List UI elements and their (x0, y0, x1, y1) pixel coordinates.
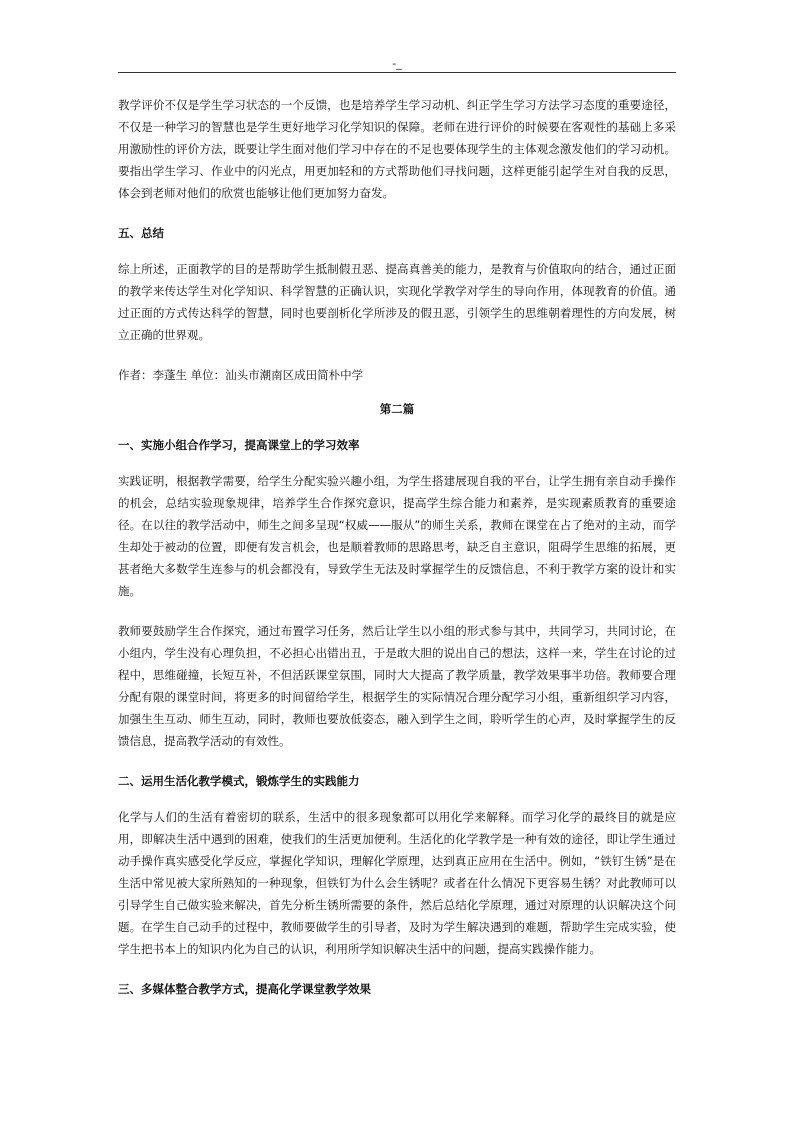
section-three-heading: 三、多媒体整合教学方式，提高化学课堂教学效果 (118, 982, 371, 996)
section-one-paragraph-2: 教师要鼓励学生合作探究，通过布置学习任务，然后让学生以小组的形式参与其中，共同学习，共同讨论，在小组内，学生没有心理负担，不必担心出错出丑，于是敢大胆的说出自己的想法，这样一来，学生在讨论的过程中，思维碰撞，长短互补，不但活跃课堂氛围，同时大大提高了教学质量，教学效果事半功倍。教师要合理分配有限的课堂时间，将更多的时间留给学生，根据学生的实际情况合理分配学习小组，重新组织学习内容，加强生生互动、师生互动，同时，教师也要放低姿态，融入到学生之间，聆听学生的心声，及时掌握学生的反馈信息，提高教学活动的有效性。 (118, 624, 676, 748)
section-one-paragraph-1: 实践证明，根据教学需要，给学生分配实验兴趣小组，为学生搭建展现自我的平台，让学生拥有亲自动手操作的机会，总结实验现象规律，培养学生合作探究意识，提高学生综合能力和素养，是实现素质教育的重要途径。在以往的教学活动中，师生之间多呈现“权威——服从”的师生关系，教师在课堂在占了绝对的主动，而学生却处于被动的位置，即便有发言机会，也是顺着教师的思路思考，缺乏自主意识，阻碍学生思维的拓展，更甚者绝大多数学生连参与的机会都没有，导致学生无法及时掌握学生的反馈信息，不利于教学方案的设计和实施。 (118, 474, 676, 598)
section-two-heading: 二、运用生活化教学模式，锻炼学生的实践能力 (118, 774, 360, 788)
summary-heading: 五、总结 (118, 226, 164, 240)
intro-paragraph: 教学评价不仅是学生学习状态的一个反馈，也是培养学生学习动机、纠正学生学习方法学习态度的重要途径，不仅是一种学习的智慧也是学生更好地学习化学知识的保障。老师在进行评价的时候要在客观性的基础上多采用激励性的评价方法，既要让学生面对他们学习中存在的不足也要体现学生的主体观念激发他们的学习动机。要指出学生学习、作业中的闪光点，用更加轻和的方式帮助他们寻找问题，这样更能引起学生对自我的反思，体会到老师对他们的欣赏也能够让他们更加努力奋发。 (118, 98, 676, 200)
document-body (118, 94, 676, 1014)
header-divider (118, 72, 676, 73)
section-two-paragraph-1: 化学与人们的生活有着密切的联系，生活中的很多现象都可以用化学来解释。而学习化学的最终目的就是应用，即解决生活中遇到的困难，使我们的生活更加便利。生活化的化学教学是一种有效的途径，即让学生通过动手操作真实感受化学反应，掌握化学知识，理解化学原理，达到真正应用在生活中。例如，“铁钉生锈”是在生活中常见被大家所熟知的一种现象，但铁钉为什么会生锈呢？或者在什么情况下更容易生锈？对此教师可以引导学生自己做实验来解决，首先分析生锈所需要的条件，然后总结化学原理，通过对原理的认识解决这个问题。在学生自己动手的过程中，教师要做学生的引导者，及时为学生解决遇到的难题，帮助学生完成实验，使学生把书本上的知识内化为自己的认识，利用所学知识解决生活中的问题，提高实践操作能力。 (118, 810, 676, 956)
part-two-title: 第二篇 (379, 402, 415, 416)
section-one-heading: 一、实施小组合作学习，提高课堂上的学习效率 (118, 438, 360, 452)
summary-paragraph: 综上所述，正面教学的目的是帮助学生抵制假丑恶、提高真善美的能力，是教育与价值取向的结合，通过正面的教学来传达学生对化学知识、科学智慧的正确认识，实现化学教学对学生的导向作用，体现教育的价值。通过正面的方式传达科学的智慧，同时也要剖析化学所涉及的假丑恶，引领学生的思维朝着理性的方向发展，树立正确的世界观。 (118, 262, 676, 342)
author-byline: 作者：李蓬生 单位：汕头市潮南区成田简朴中学 (118, 368, 364, 382)
header-mark: -_ (392, 57, 402, 70)
